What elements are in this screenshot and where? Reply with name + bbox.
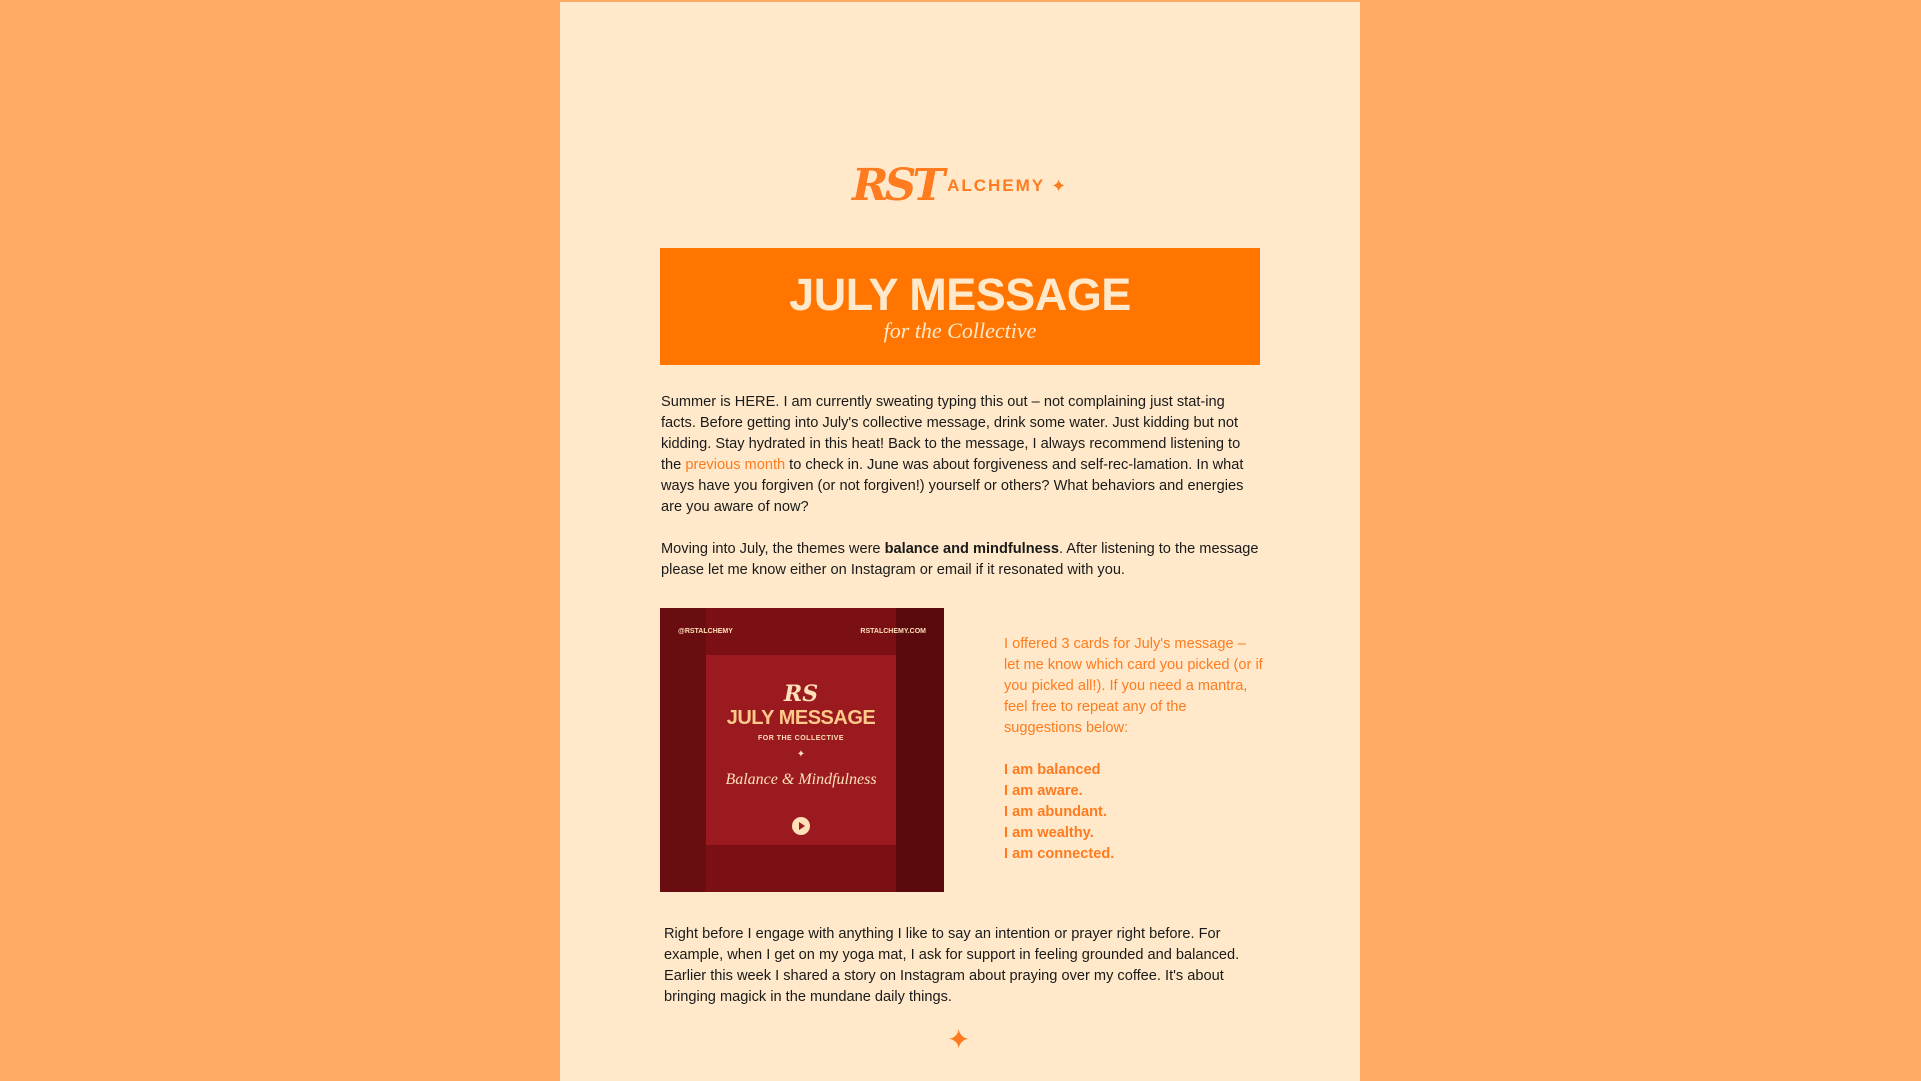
closing-paragraph: Right before I engage with anything I like to say an intention or prayer right before. For example, when I get on my yoga mat, I ask for support in feeling grounded and balanced. Earlier this week I shared a story on Instagram about praying over my coffee. It's about bringing magick in the mundane daily things. xyxy=(664,926,1240,1005)
mantra-item: I am wealthy. xyxy=(1004,825,1094,841)
cards-description: I offered 3 cards for July's message – let me know which card you picked (or if you picked all!). If you need a mantra, feel free to repeat any of the suggestions below: xyxy=(1004,636,1263,736)
mantra-list xyxy=(1004,760,1264,865)
banner-subtitle: for the Collective xyxy=(883,318,1037,343)
themes-text-start: Moving into July, the themes were xyxy=(661,541,885,557)
card-sparkle-icon: ✦ xyxy=(796,749,806,760)
card-tarot-art-right xyxy=(896,608,944,892)
themes-highlight: balance and mindfulness xyxy=(884,541,1059,557)
play-icon[interactable] xyxy=(792,817,810,835)
mantra-item: I am aware. xyxy=(1004,783,1083,799)
intro-text-end: to check in. June was about forgiveness and self-rec-lamation. In what ways have you forgiven (or not forgiven!) yourself or others? What behaviors and energies are you aware of now? xyxy=(661,457,1244,515)
logo-wordmark: ALCHEMY xyxy=(947,176,1046,195)
themes-text-end: . After listening to the message please let me know either on Instagram or email if it resonated with you. xyxy=(661,541,1259,578)
logo-monogram: RST xyxy=(852,160,942,211)
sparkle-divider-icon: ✦ xyxy=(947,1023,971,1056)
intro-text-start: Summer is HERE. I am currently sweating typing this out – not complaining just stat-ing facts. Before getting into July's collective message, drink some water. Just kidding but not kidding. Stay hydrated in this heat! Back to the message, I always recommend listening to the xyxy=(661,394,1241,473)
header-banner xyxy=(660,248,1260,365)
card-tarot-art-left xyxy=(660,608,706,892)
mantra-item: I am connected. xyxy=(1004,846,1115,862)
themes-paragraph xyxy=(661,539,1261,581)
card-logo: RS xyxy=(783,681,819,707)
card-theme: Balance & Mindfulness xyxy=(725,771,877,788)
card-handle: @RSTALCHEMY xyxy=(678,628,733,635)
sparkle-icon: ✦ xyxy=(1051,175,1067,197)
card-subtitle: FOR THE COLLECTIVE xyxy=(758,735,844,742)
july-message-video-card[interactable] xyxy=(660,608,944,892)
intro-paragraph xyxy=(661,392,1261,518)
card-center-panel xyxy=(706,655,896,845)
mantra-item: I am abundant. xyxy=(1004,804,1107,820)
previous-month-link[interactable]: previous month xyxy=(685,457,786,473)
card-website: RSTALCHEMY.COM xyxy=(860,628,926,635)
brand-logo[interactable] xyxy=(852,160,1067,211)
email-sheet xyxy=(560,2,1360,1081)
mantra-item: I am balanced xyxy=(1004,762,1101,778)
card-title: JULY MESSAGE xyxy=(726,707,876,729)
banner-title: JULY MESSAGE xyxy=(789,269,1131,320)
